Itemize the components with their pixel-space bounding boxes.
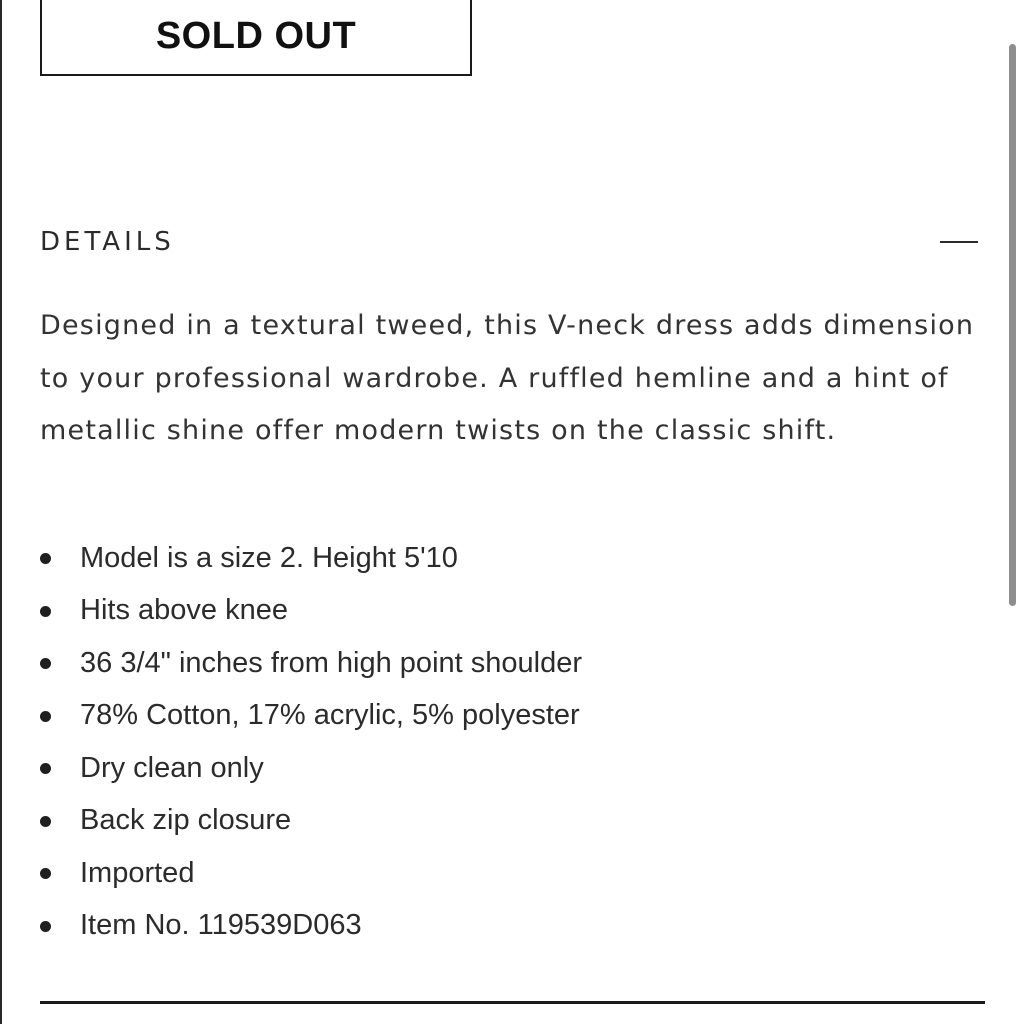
list-item [40,900,970,953]
bullet-dot-icon [40,658,51,669]
list-item [40,585,970,638]
list-item-text: 78% Cotton, 17% acrylic, 5% polyester [80,699,580,732]
sold-out-button[interactable]: SOLD OUT [40,0,472,76]
list-item-text: Back zip closure [80,804,292,837]
section-divider [40,1001,985,1004]
list-item-text: Dry clean only [80,751,264,784]
list-item [40,532,970,585]
bullet-dot-icon [40,553,51,564]
bullet-dot-icon [40,868,51,879]
details-title: DETAILS [40,227,175,257]
list-item-text: Imported [80,856,195,889]
bullet-dot-icon [40,921,51,932]
list-item-text: 36 3/4" inches from high point shoulder [80,646,582,679]
list-item-text: Hits above knee [80,594,288,627]
bullet-dot-icon [40,763,51,774]
list-item [40,795,970,848]
list-item [40,847,970,900]
list-item-text: Model is a size 2. Height 5'10 [80,541,458,574]
bullet-dot-icon [40,711,51,722]
bullet-dot-icon [40,606,51,617]
minus-icon[interactable] [940,241,978,243]
list-item [40,690,970,743]
list-item [40,742,970,795]
details-accordion-header[interactable] [40,222,980,262]
bullet-dot-icon [40,816,51,827]
left-border [0,0,2,1024]
details-list [40,532,970,952]
scrollbar-thumb[interactable] [1009,44,1016,606]
list-item [40,637,970,690]
product-description: Designed in a textural tweed, this V-neck dress adds dimension to your professional wardrobe. A ruffled hemline and a hint of metallic shine offer modern twists on the classic shift. [40,310,975,446]
list-item-text: Item No. 119539D063 [80,909,362,942]
